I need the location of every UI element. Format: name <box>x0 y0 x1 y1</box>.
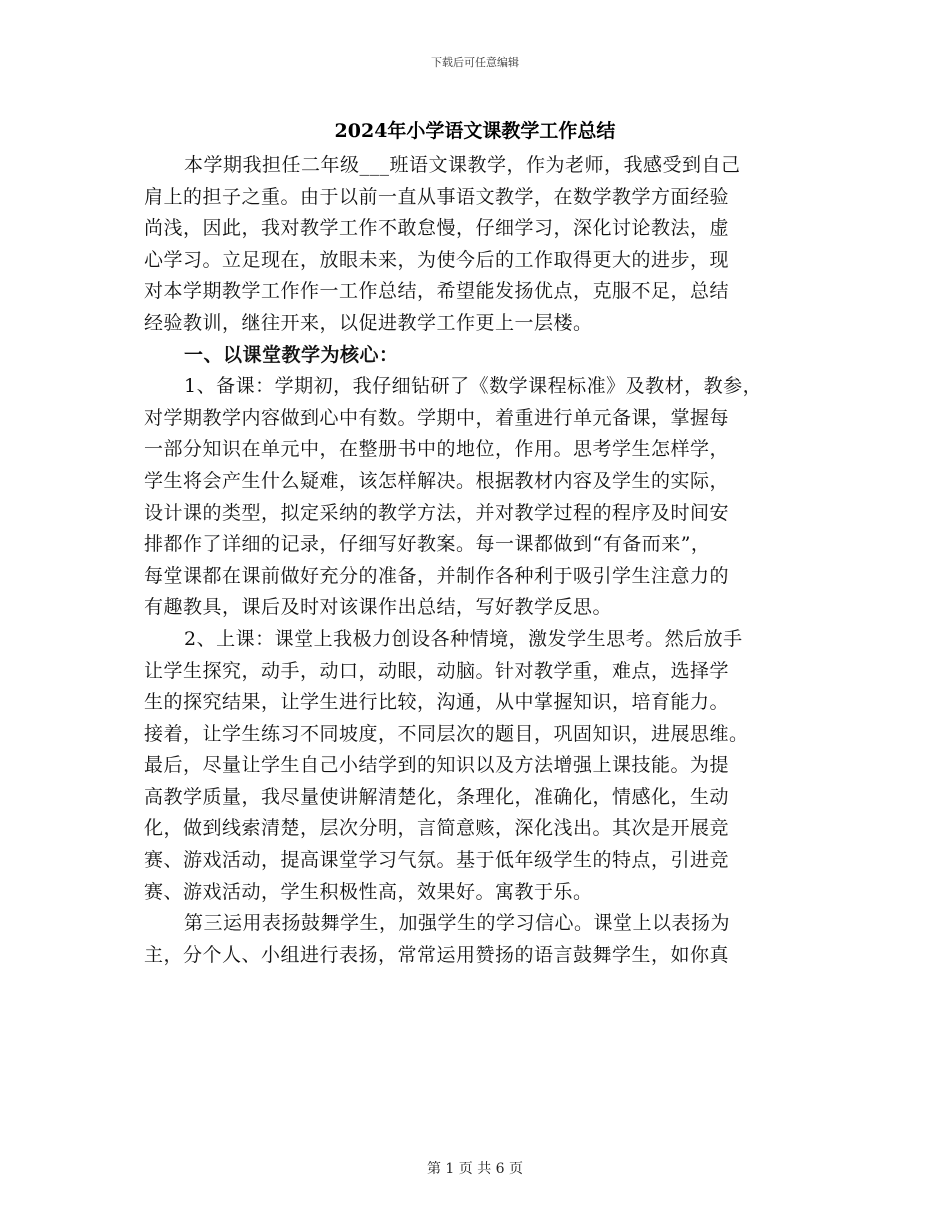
paragraph-line: 本学期我担任二年级___班语文课教学，作为老师，我感受到自己 <box>184 154 741 176</box>
header-note: 下载后可任意编辑 <box>431 56 519 69</box>
paragraph-line: 对本学期教学工作作一工作总结，希望能发扬优点，克服不足，总结 <box>144 280 730 303</box>
paragraph-line: 肩上的担子之重。由于以前一直从事语文教学，在数学教学方面经验 <box>144 185 730 208</box>
paragraph-line: 一部分知识在单元中，在整册书中的地位，作用。思考学生怎样学， <box>144 438 730 461</box>
paragraph-line: 2、上课：课堂上我极力创设各种情境，激发学生思考。然后放手 <box>184 627 743 650</box>
paragraph-line: 接着，让学生练习不同坡度，不同层次的题目，巩固知识，进展思维。 <box>144 722 749 745</box>
paragraph-line: 心学习。立足现在，放眼未来，为使今后的工作取得更大的进步，现 <box>144 248 730 271</box>
document-title: 2024年小学语文课教学工作总结 <box>334 120 616 142</box>
document-body <box>144 150 814 971</box>
paragraph-line: 高教学质量，我尽量使讲解清楚化，条理化，准确化，情感化，生动 <box>144 785 730 808</box>
paragraph-line: 1、备课：学期初，我仔细钻研了《数学课程标准》及教材，教参， <box>184 375 763 398</box>
paragraph-line: 化，做到线索清楚，层次分明，言简意赅，深化浅出。其次是开展竞 <box>144 817 730 840</box>
paragraph-line: 主，分个人、小组进行表扬，常常运用赞扬的语言鼓舞学生，如你真 <box>144 943 730 966</box>
paragraph-line: 让学生探究，动手，动口，动眼，动脑。针对教学重，难点，选择学 <box>144 659 730 682</box>
paragraph-line: 尚浅，因此，我对教学工作不敢怠慢，仔细学习，深化讨论教法，虚 <box>144 217 730 240</box>
paragraph-line: 对学期教学内容做到心中有数。学期中，着重进行单元备课，掌握每 <box>144 406 730 429</box>
paragraph-line: 设计课的类型，拟定采纳的教学方法，并对教学过程的程序及时间安 <box>144 501 730 524</box>
paragraph-line: 每堂课都在课前做好充分的准备，并制作各种利于吸引学生注意力的 <box>144 564 730 587</box>
paragraph-line: 赛、游戏活动，提高课堂学习气氛。基于低年级学生的特点，引进竞 <box>144 849 730 872</box>
paragraph-line: 生的探究结果，让学生进行比较，沟通，从中掌握知识，培育能力。 <box>144 691 730 714</box>
section-heading: 一、以课堂教学为核心： <box>184 343 399 366</box>
paragraph-line: 排都作了详细的记录，仔细写好教案。每一课都做到“有备而来”， <box>144 533 711 556</box>
paragraph-line: 赛、游戏活动，学生积极性高，效果好。寓教于乐。 <box>144 880 593 903</box>
paragraph-line: 有趣教具，课后及时对该课作出总结，写好教学反思。 <box>144 596 613 619</box>
page-number: 第 1 页 共 6 页 <box>426 1161 524 1177</box>
paragraph-line: 学生将会产生什么疑难，该怎样解决。根据教材内容及学生的实际， <box>144 469 730 492</box>
paragraph-line: 第三运用表扬鼓舞学生，加强学生的学习信心。课堂上以表扬为 <box>184 912 731 935</box>
paragraph-line: 经验教训，继往开来，以促进教学工作更上一层楼。 <box>144 311 593 334</box>
paragraph-line: 最后，尽量让学生自己小结学到的知识以及方法增强上课技能。为提 <box>144 754 730 777</box>
